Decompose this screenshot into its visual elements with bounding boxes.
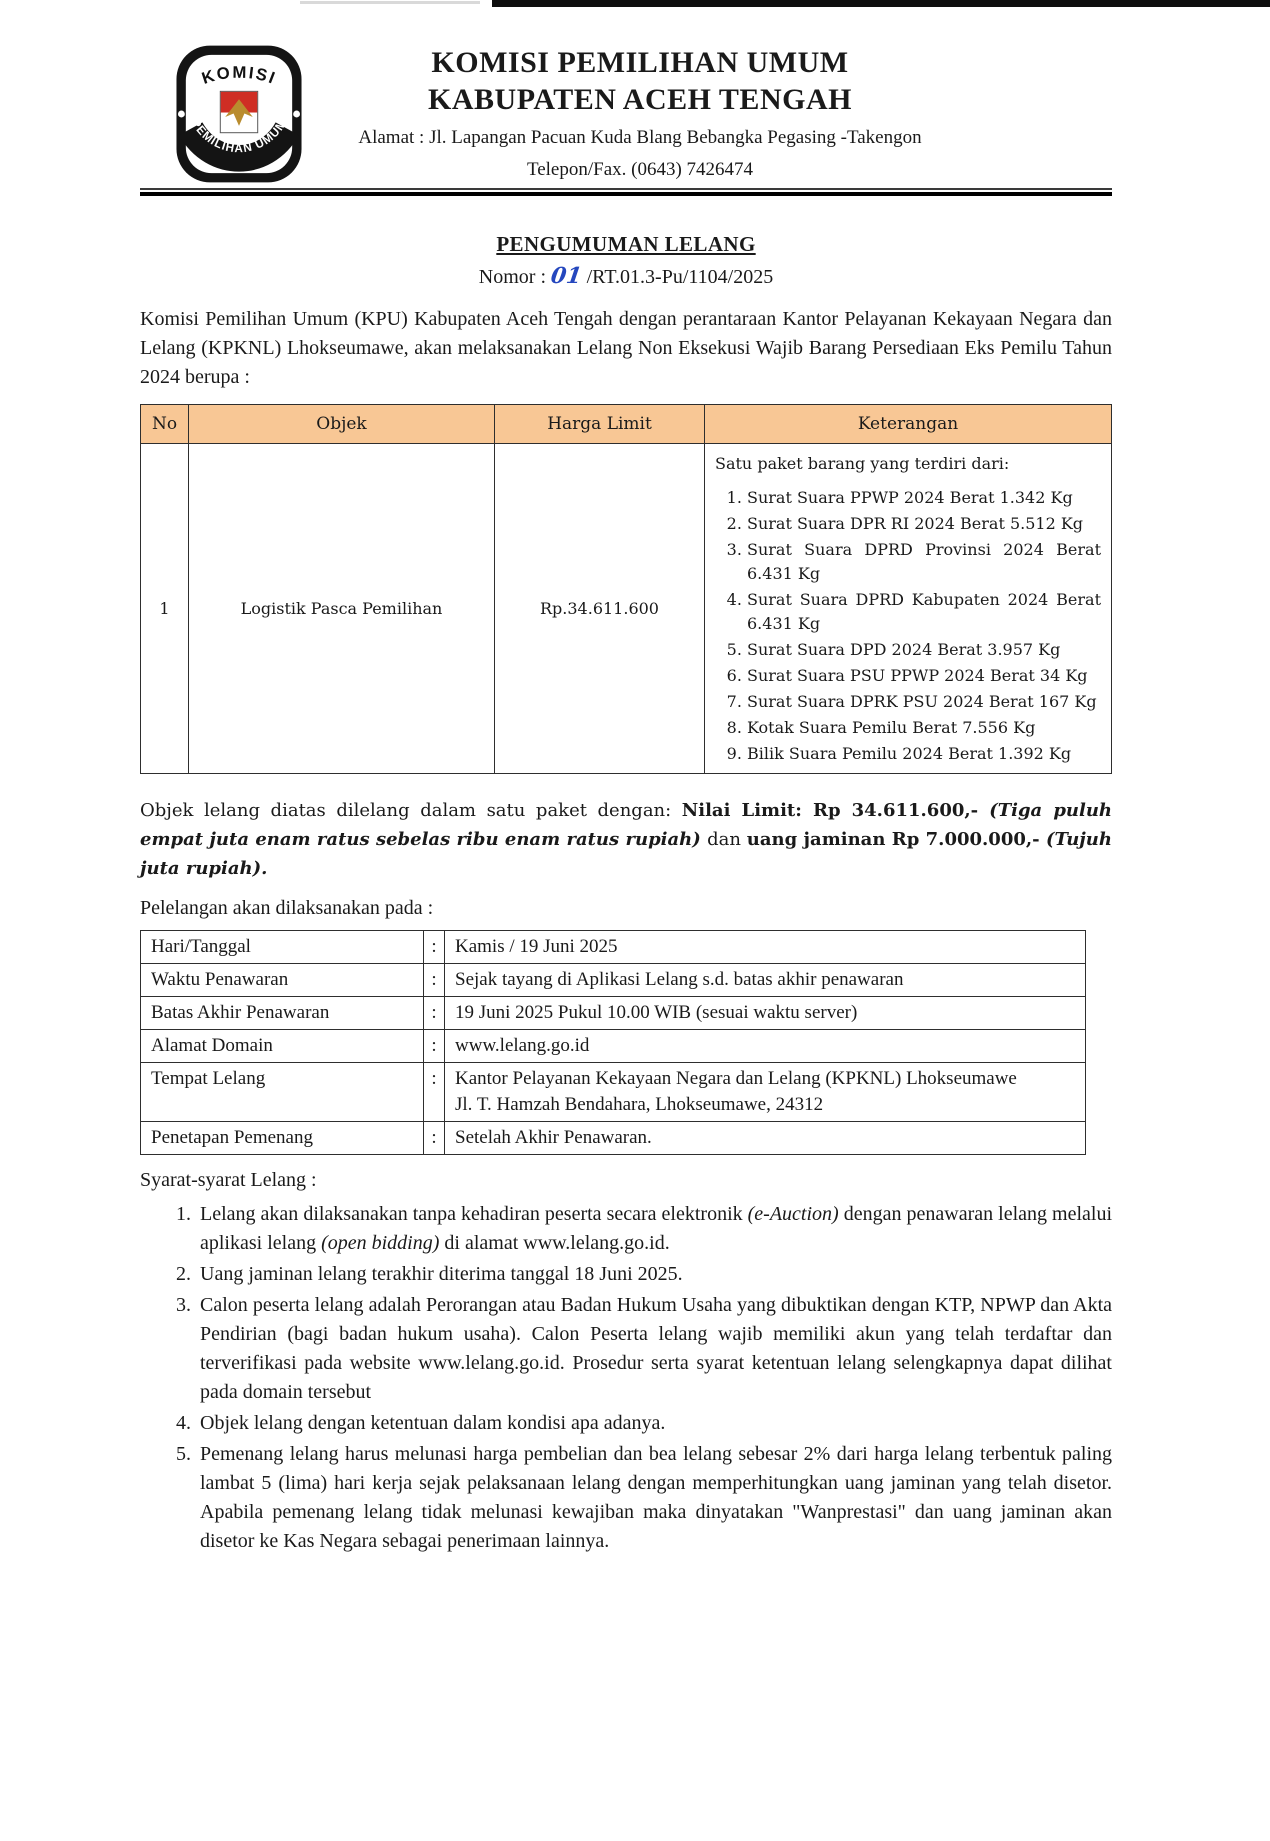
text-segment: Nilai Limit: Rp 34.611.600,- bbox=[681, 800, 990, 821]
schedule-value-line: 19 Juni 2025 Pukul 10.00 WIB (sesuai waktu server) bbox=[455, 1002, 858, 1023]
letterhead-divider bbox=[140, 188, 1112, 196]
schedule-value-line: Sejak tayang di Aplikasi Lelang s.d. batas akhir penawaran bbox=[455, 969, 904, 990]
lot-cell-no: 1 bbox=[141, 444, 189, 774]
text-segment: Objek lelang diatas dilelang dalam satu paket dengan: bbox=[140, 800, 682, 821]
terms-heading: Syarat-syarat Lelang : bbox=[140, 1169, 317, 1191]
schedule-row bbox=[141, 997, 1086, 1030]
logo-top-text: KOMISI bbox=[199, 62, 280, 89]
lot-header-objek: Objek bbox=[189, 405, 495, 444]
lot-header-no: No bbox=[141, 405, 189, 444]
nomor-label: Nomor : bbox=[478, 266, 546, 288]
letterhead-text bbox=[310, 44, 970, 182]
schedule-row bbox=[141, 964, 1086, 997]
lot-cell-objek: Logistik Pasca Pemilihan bbox=[189, 444, 495, 774]
schedule-value-line: Setelah Akhir Penawaran. bbox=[455, 1127, 652, 1148]
schedule-table bbox=[140, 930, 1086, 1155]
schedule-value bbox=[445, 1122, 1086, 1155]
org-address: Alamat : Jl. Lapangan Pacuan Kuda Blang Bebangka Pegasing -Takengon bbox=[358, 127, 922, 148]
schedule-colon: : bbox=[424, 1030, 445, 1063]
schedule-colon: : bbox=[424, 931, 445, 964]
scan-artifact-smudge bbox=[300, 1, 480, 4]
text-segment: (e-Auction) bbox=[747, 1203, 839, 1225]
terms-item bbox=[196, 1200, 1112, 1258]
text-segment: (Tujuh juta rupiah). bbox=[140, 829, 1112, 879]
schedule-label: Alamat Domain bbox=[141, 1030, 424, 1063]
schedule-value-line: Kantor Pelayanan Kekayaan Negara dan Lelang (KPKNL) Lhokseumawe bbox=[455, 1068, 1017, 1089]
keterangan-item: 1. Surat Suara PPWP 2024 Berat 1.342 Kg bbox=[747, 486, 1101, 510]
schedule-row bbox=[141, 1063, 1086, 1122]
schedule-value bbox=[445, 931, 1086, 964]
lot-table-row bbox=[141, 444, 1112, 774]
nomor-handwritten-value: 01 bbox=[549, 263, 584, 289]
lot-cell-keterangan bbox=[705, 444, 1112, 774]
schedule-value bbox=[445, 1030, 1086, 1063]
terms-item bbox=[196, 1291, 1112, 1407]
schedule-colon: : bbox=[424, 1063, 445, 1122]
lot-header-keterangan: Keterangan bbox=[705, 405, 1112, 444]
document-body bbox=[140, 222, 1112, 1558]
schedule-value-line: www.lelang.go.id bbox=[455, 1035, 590, 1056]
scan-artifact-bar bbox=[492, 0, 1270, 7]
keterangan-item: 2. Surat Suara DPR RI 2024 Berat 5.512 Kg bbox=[747, 512, 1101, 536]
terms-item bbox=[196, 1440, 1112, 1556]
keterangan-item: 9. Bilik Suara Pemilu 2024 Berat 1.392 Kg bbox=[747, 742, 1101, 766]
schedule-label: Waktu Penawaran bbox=[141, 964, 424, 997]
org-name-line1: KOMISI PEMILIHAN UMUM bbox=[431, 46, 849, 79]
schedule-label: Penetapan Pemenang bbox=[141, 1122, 424, 1155]
limit-paragraph bbox=[140, 796, 1112, 883]
terms-item bbox=[196, 1260, 1112, 1289]
schedule-value bbox=[445, 1063, 1086, 1122]
document-title: PENGUMUMAN LELANG bbox=[496, 232, 756, 256]
text-segment: (Tiga puluh empat juta enam ratus sebelas ribu enam ratus rupiah) bbox=[140, 800, 1113, 850]
text-segment: uang jaminan Rp 7.000.000,- bbox=[746, 829, 1046, 850]
text-segment: Uang jaminan lelang terakhir diterima tanggal 18 Juni 2025. bbox=[200, 1263, 683, 1285]
kpu-logo bbox=[175, 44, 303, 184]
text-segment: Objek lelang dengan ketentuan dalam kondisi apa adanya. bbox=[200, 1412, 666, 1434]
schedule-colon: : bbox=[424, 1122, 445, 1155]
nomor-reference: /RT.01.3-Pu/1104/2025 bbox=[586, 266, 774, 288]
schedule-value-line: Jl. T. Hamzah Bendahara, Lhokseumawe, 24312 bbox=[455, 1094, 824, 1115]
schedule-table-body bbox=[141, 931, 1086, 1155]
text-segment: dengan penawaran lelang melalui aplikasi lelang bbox=[200, 1203, 1112, 1254]
lot-table bbox=[140, 404, 1112, 774]
keterangan-item: 5. Surat Suara DPD 2024 Berat 3.957 Kg bbox=[747, 638, 1101, 662]
keterangan-list bbox=[715, 486, 1101, 766]
text-segment: Pemenang lelang harus melunasi harga pembelian dan bea lelang sebesar 2% dari harga lelang terbentuk paling lambat 5 (lima) hari kerja sejak pelaksanaan lelang dengan memperhitungkan uang jaminan yang telah disetor. Apabila pemenang lelang tidak melunasi kewajiban maka dinyatakan "Wanprestasi" dan uang jaminan akan disetor ke Kas Negara sebagai penerimaan lainnya. bbox=[200, 1443, 1112, 1552]
schedule-label: Tempat Lelang bbox=[141, 1063, 424, 1122]
schedule-row bbox=[141, 1122, 1086, 1155]
schedule-value bbox=[445, 964, 1086, 997]
divider-thick-line bbox=[140, 192, 1112, 196]
schedule-row bbox=[141, 1030, 1086, 1063]
keterangan-item: 7. Surat Suara DPRK PSU 2024 Berat 167 Kg bbox=[747, 690, 1101, 714]
lot-header-harga-limit: Harga Limit bbox=[495, 405, 705, 444]
divider-thin-line bbox=[140, 188, 1112, 190]
keterangan-item: 4. Surat Suara DPRD Kabupaten 2024 Berat 6.431 Kg bbox=[747, 588, 1101, 636]
intro-paragraph: Komisi Pemilihan Umum (KPU) Kabupaten Aceh Tengah dengan perantaraan Kantor Pelayanan Kekayaan Negara dan Lelang (KPKNL) Lhokseumawe, akan melaksanakan Lelang Non Eksekusi Wajib Barang Persediaan Eks Pemilu Tahun 2024 berupa : bbox=[140, 308, 1112, 388]
keterangan-item: 3. Surat Suara DPRD Provinsi 2024 Berat 6.431 Kg bbox=[747, 538, 1101, 586]
document-number-line bbox=[140, 263, 1112, 289]
org-phone: Telepon/Fax. (0643) 7426474 bbox=[526, 159, 754, 180]
schedule-value bbox=[445, 997, 1086, 1030]
schedule-value-line: Kamis / 19 Juni 2025 bbox=[455, 936, 618, 957]
schedule-colon: : bbox=[424, 997, 445, 1030]
schedule-label: Hari/Tanggal bbox=[141, 931, 424, 964]
schedule-colon: : bbox=[424, 964, 445, 997]
org-name-line2: KABUPATEN ACEH TENGAH bbox=[428, 83, 852, 116]
lot-cell-harga-limit: Rp.34.611.600 bbox=[495, 444, 705, 774]
text-segment: di alamat www.lelang.go.id. bbox=[439, 1232, 670, 1254]
keterangan-item: 6. Surat Suara PSU PPWP 2024 Berat 34 Kg bbox=[747, 664, 1101, 688]
text-segment: Lelang akan dilaksanakan tanpa kehadiran peserta secara elektronik bbox=[200, 1203, 748, 1225]
schedule-label: Batas Akhir Penawaran bbox=[141, 997, 424, 1030]
text-segment: (open bidding) bbox=[321, 1232, 440, 1254]
terms-list bbox=[140, 1200, 1112, 1556]
keterangan-item: 8. Kotak Suara Pemilu Berat 7.556 Kg bbox=[747, 716, 1101, 740]
lot-table-header-row bbox=[141, 405, 1112, 444]
text-segment: Calon peserta lelang adalah Perorangan atau Badan Hukum Usaha yang dibuktikan dengan KTP, NPWP dan Akta Pendirian (bagi badan hukum usaha). Calon Peserta lelang wajib memiliki akun yang telah terdaftar dan terverifikasi pada website www.lelang.go.id. Prosedur serta syarat ketentuan lelang selengkapnya dapat dilihat pada domain tersebut bbox=[200, 1294, 1112, 1403]
logo-right-dot bbox=[293, 111, 300, 118]
schedule-row bbox=[141, 931, 1086, 964]
logo-bottom-text: PEMILIHAN UMUM bbox=[188, 116, 290, 156]
letterhead bbox=[140, 42, 1112, 182]
keterangan-intro: Satu paket barang yang terdiri dari: bbox=[715, 454, 1010, 473]
logo-left-dot bbox=[178, 111, 185, 118]
terms-item bbox=[196, 1409, 1112, 1438]
schedule-intro: Pelelangan akan dilaksanakan pada : bbox=[140, 897, 434, 919]
text-segment: dan bbox=[707, 829, 747, 850]
